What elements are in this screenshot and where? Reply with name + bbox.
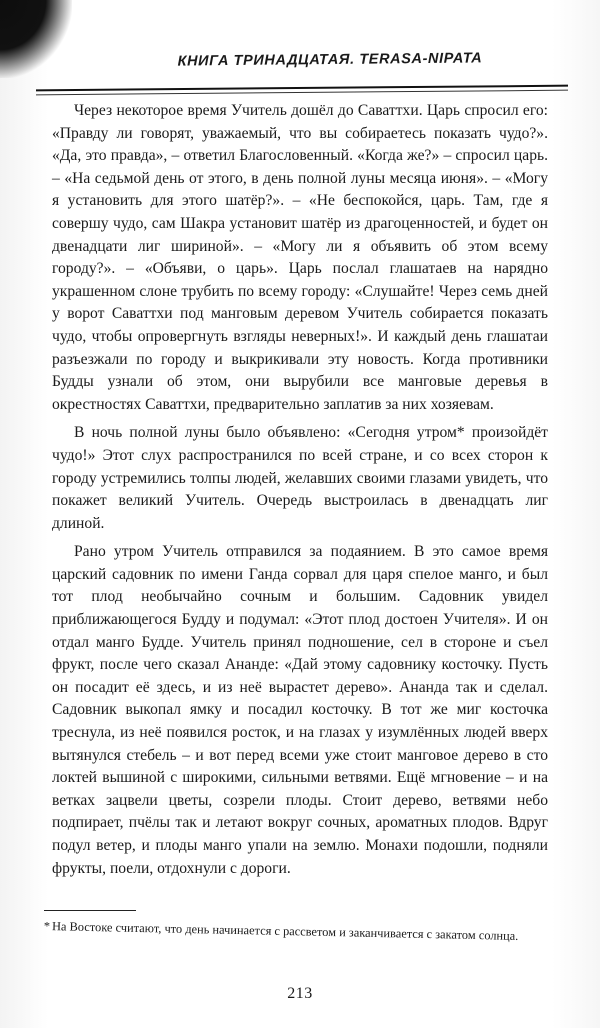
footnote-mark: * <box>43 918 51 934</box>
paragraph-3: Рано утром Учитель отправился за подаянием. В это самое время царский садовник по имени Ганда сорвал для царя спелое манго, и был тот плод необычайно сочным и большим. Садовник увидел приближающегося Будду и подумал: «Этот плод достоен Учителя». И он отдал манго Будде. Учитель принял подношение, сел в стороне и съел фрукт, после чего сказал Ананде: «Дай этому садовнику косточку. Пусть он посадит её здесь, и из неё вырастет дерево». Ананда так и сделал. Садовник выкопал ямку и посадил косточку. В тот же миг косточка треснула, из неё появился росток, и на глазах у изумлённых людей вверх вытянулся стебель – и вот перед всеми уже стоит манговое дерево в сто локтей вышиной с широкими, сильными ветвями. Ещё мгновение – и на ветках зацвели цветы, созрели плоды. Стоит дерево, ветвями небо подпирает, пчёлы так и летают вокруг сочных, ароматных плодов. Вдруг подул ветер, и плоды манго упали на землю. Монахи подошли, подняли фрукты, поели, отдохнули с дороги. <box>52 543 548 877</box>
footnote-text: На Востоке считают, что день начинается с рассветом и заканчивается с закатом солнца. <box>51 919 519 943</box>
footnote <box>44 918 554 946</box>
paragraph-1: Через некоторое время Учитель дошёл до Саваттхи. Царь спросил его: «Правду ли говорят, уважаемый, что вы собираетесь показать чудо?». «Да, это правда», – ответил Благословенный. «Когда же?» – спросил царь. – «На седьмой день от этого, в день полной луны месяца июня». – «Могу я установить для этого шатёр?». – «Не беспокойся, царь. Там, где я совершу чудо, сам Шакра установит шатёр из драгоценностей, и будет он двенадцати лиг шириной». – «Могу ли я объявить об этом всему городу?». – «Объяви, о царь». Царь послал глашатаев на нарядно украшенном слоне трубить по всему городу: «Слушайте! Через семь дней у ворот Саваттхи под манговым деревом Учитель собирается показать чудо, чтобы опровергнуть взгляды неверных!». И каждый день глашатаи разъезжали по городу и выкрикивали эту новость. Когда противники Будды узнали об этом, они вырубили все манговые деревья в окрестностях Саваттхи, предварительно заплатив за них хозяевам. <box>52 102 548 413</box>
page-number: 213 <box>287 985 313 1002</box>
paragraph-2: В ночь полной луны было объявлено: «Сегодня утром* произойдёт чудо!» Этот слух распространился по всей стране, и со всех сторон к городу устремились толпы людей, желавших своими глазами увидеть, что покажет великий Учитель. Очередь выстроилась в двенадцать лиг длиной. <box>52 424 548 532</box>
footnote-divider <box>44 910 136 911</box>
scan-corner-shadow <box>0 0 72 78</box>
main-text <box>52 100 548 880</box>
running-header: КНИГА ТРИНАДЦАТАЯ. TERASA-NIPATA <box>177 50 483 70</box>
